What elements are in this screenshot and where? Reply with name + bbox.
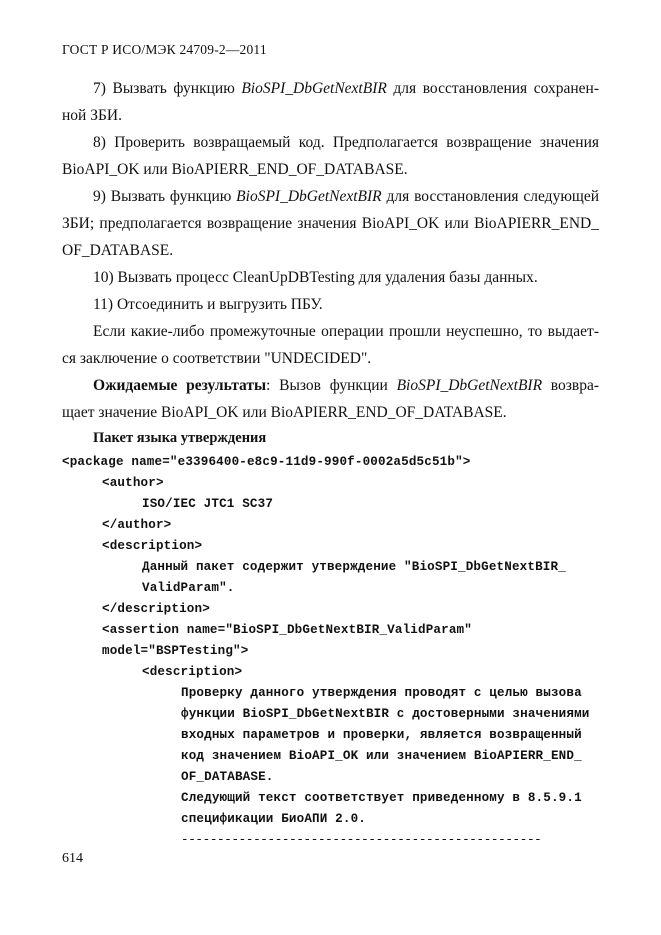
expected-results-function: BioSPI_DbGetNextBIR: [396, 377, 543, 394]
expected-results-label: Ожидаемые результаты: [93, 377, 267, 394]
step-9-function: BioSPI_DbGetNextBIR: [236, 188, 382, 205]
code-line-3: ISO/IEC JTC1 SC37: [142, 497, 274, 511]
code-line-11: <description>: [142, 665, 243, 679]
step-10: 10) Вызвать процесс CleanUpDBTesting для удаления базы данных.: [93, 269, 538, 286]
code-line-7: ValidParam".: [142, 581, 235, 595]
code-line-6: Данный пакет содержит утверждение "BioSPI_DbGetNextBIR_: [142, 560, 566, 574]
code-line-10: model="BSPTesting">: [102, 644, 249, 658]
expected-results-line-2: щает значение BioAPI_OK или BioAPIERR_END_OF_DATABASE.: [62, 404, 507, 421]
step-9-text: 9) Вызвать функцию: [93, 188, 237, 205]
step-8-line-2: BioAPI_OK или BioAPIERR_END_OF_DATABASE.: [62, 161, 408, 178]
expected-results-line-1: [93, 377, 599, 395]
code-separator-line: --------------------------------------------------: [181, 833, 542, 847]
step-7-function: BioSPI_DbGetNextBIR: [241, 80, 387, 97]
code-line-5: <description>: [102, 539, 203, 553]
package-heading: Пакет языка утверждения: [93, 430, 267, 446]
code-line-15: код значением BioAPI_OK или значением BioAPIERR_END_: [181, 749, 582, 763]
code-line-2: <author>: [102, 476, 164, 490]
failure-line-2: ся заключение о соответствии "UNDECIDED".: [62, 350, 372, 367]
step-8-line-1: 8) Проверить возвращаемый код. Предполагается возвращение значения: [93, 134, 599, 151]
page-number: 614: [62, 851, 83, 866]
step-9-line-1: [93, 188, 599, 206]
code-line-12: Проверку данного утверждения проводят с целью вызова: [181, 686, 582, 700]
code-line-13: функции BioSPI_DbGetNextBIR с достоверными значениями: [181, 707, 590, 721]
code-line-8: </description>: [102, 602, 210, 616]
step-7-text: 7) Вызвать функцию: [93, 80, 242, 97]
step-7-line-2: ной ЗБИ.: [62, 107, 122, 124]
code-line-1: <package name="e3396400-e8c9-11d9-990f-0002a5d5c51b">: [62, 455, 471, 469]
code-line-9: <assertion name="BioSPI_DbGetNextBIR_ValidParam": [102, 623, 472, 637]
code-line-16: OF_DATABASE.: [181, 770, 274, 784]
code-line-14: входных параметров и проверки, является возвращенный: [181, 728, 582, 742]
expected-results-text: : Вызов функции: [266, 377, 397, 394]
step-9-text-tail: для восстановления следующей: [381, 188, 600, 205]
code-line-4: </author>: [102, 518, 172, 532]
step-7-line-1: [93, 80, 599, 98]
step-9-line-2: ЗБИ; предполагается возвращение значения BioAPI_OK или BioAPIERR_END_: [62, 215, 599, 232]
code-line-17: Следующий текст соответствует приведенному в 8.5.9.1: [181, 791, 582, 805]
step-11: 11) Отсоединить и выгрузить ПБУ.: [93, 296, 323, 313]
failure-line-1: Если какие-либо промежуточные операции прошли неуспешно, то выдает-: [93, 323, 599, 340]
document-header: ГОСТ Р ИСО/МЭК 24709-2—2011: [62, 42, 267, 57]
step-9-line-3: OF_DATABASE.: [62, 242, 174, 259]
step-7-text-tail: для восстановления сохранен-: [386, 80, 599, 97]
expected-results-tail: возвра-: [542, 377, 599, 394]
code-line-18: спецификации БиоАПИ 2.0.: [181, 812, 366, 826]
